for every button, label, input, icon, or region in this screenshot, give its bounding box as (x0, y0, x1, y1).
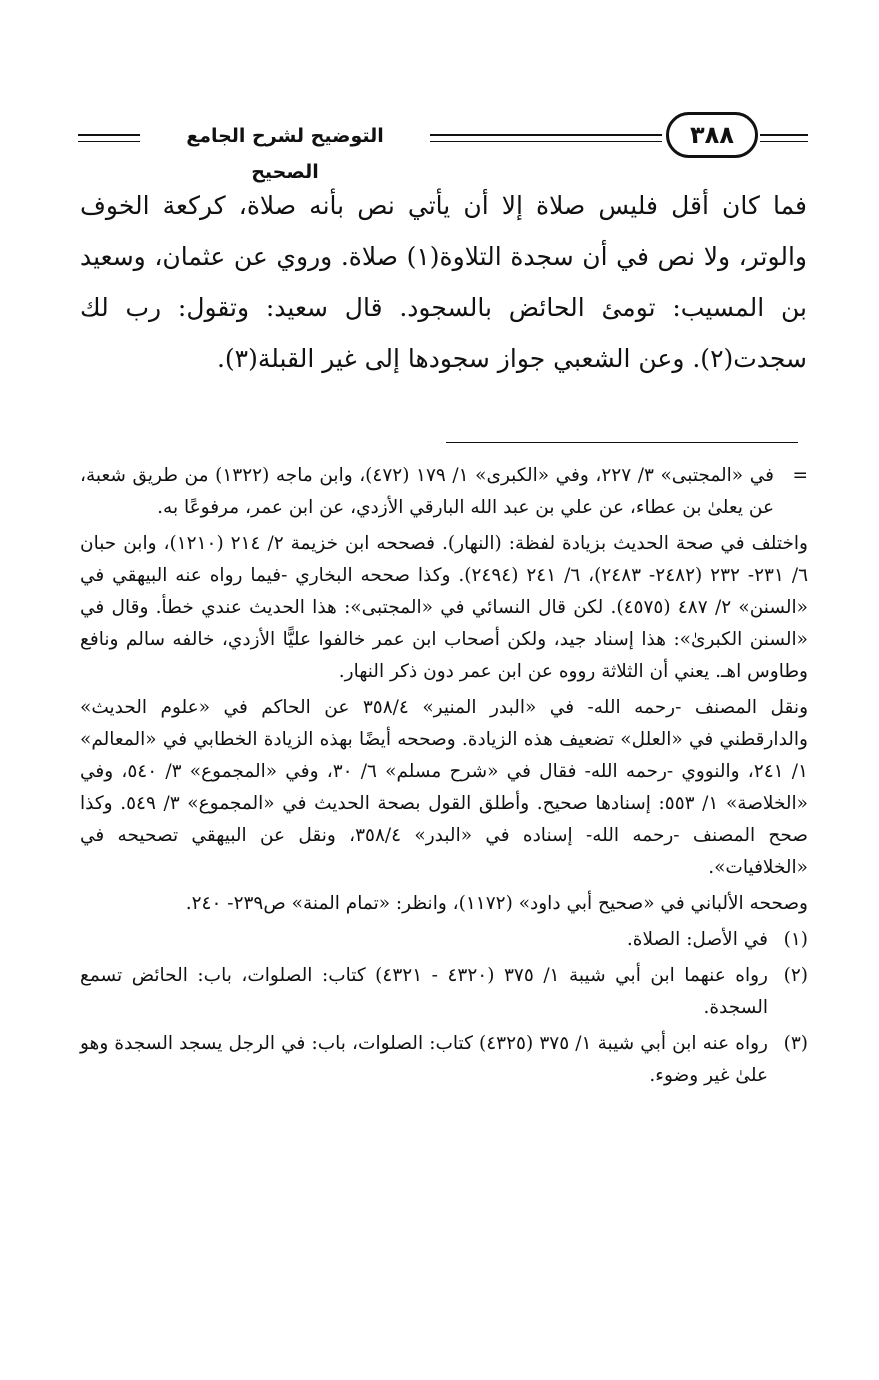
header-rule (760, 134, 808, 136)
footnote-continuation (80, 460, 808, 524)
page-header (78, 112, 808, 183)
footnote-number: (٢) (783, 965, 808, 986)
footnote-paragraph: ونقل المصنف -رحمه الله- في «البدر المنير» ٣٥٨/٤ عن الحاكم في «علوم الحديث» والدارقطني في «العلل» تضعيف هذه الزيادة. وصححه أيضًا بهذه الزيادة الخطابي في «المعالم» ١/ ٢٤١، والنووي -رحمه الله- فقال في «شرح مسلم» ٦/ ٣٠، وفي «المجموع» ٣/ ٥٤٠، وفي «الخلاصة» ١/ ٥٥٣: إسنادها صحيح. وأطلق القول بصحة الحديث في «المجموع» ٣/ ٥٤٩. وكذا صحح المصنف -رحمه الله- إسناده في «البدر» ٣٥٨/٤، ونقل عن البيهقي تصحيحه في «الخلافيات». (80, 697, 808, 878)
footnote-continuation-text: في «المجتبى» ٣/ ٢٢٧، وفي «الكبرى» ١/ ١٧٩ (٤٧٢)، وابن ماجه (١٣٢٢) من طريق شعبة، عن يعلىٰ بن عطاء، عن علي بن عبد الله البارقي الأزدي، عن ابن عمر، مرفوعًا به. (80, 465, 774, 518)
footnote-text: رواه عنه ابن أبي شيبة ١/ ٣٧٥ (٤٣٢٥) كتاب: الصلوات، باب: في الرجل يسجد السجدة وهو علىٰ غير وضوء. (80, 1033, 768, 1086)
header-rule (430, 141, 662, 142)
continuation-marker: = (792, 465, 808, 486)
footnote-text: رواه عنهما ابن أبي شيبة ١/ ٣٧٥ (٤٣٢٠ - ٤٣٢١) كتاب: الصلوات، باب: الحائض تسمع السجدة. (80, 965, 768, 1018)
footnote-number: (١) (783, 929, 808, 950)
page-number: ٣٨٨ (666, 112, 758, 158)
header-rule (430, 134, 662, 136)
header-rule (760, 141, 808, 142)
main-paragraph: فما كان أقل فليس صلاة إلا أن يأتي نص بأنه صلاة، كركعة الخوف والوتر، ولا نص في أن سجدة التلاوة(١) صلاة. وروي عن عثمان، وسعيد بن المسيب: تومئ الحائض بالسجود. قال سعيد: وتقول: رب لك سجدت(٢). وعن الشعبي جواز سجودها إلى غير القبلة(٣). (80, 191, 807, 373)
footnote-text: في الأصل: الصلاة. (626, 929, 768, 950)
header-rule (78, 141, 140, 142)
footnote-paragraph: وصححه الألباني في «صحيح أبي داود» (١١٧٢)، وانظر: «تمام المنة» ص٢٣٩- ٢٤٠. (185, 893, 808, 914)
main-text (80, 180, 807, 384)
footnote-item (80, 924, 808, 956)
footnote-item (80, 1028, 808, 1092)
footnote-paragraph: واختلف في صحة الحديث بزيادة لفظة: (النهار). فصححه ابن خزيمة ٢/ ٢١٤ (١٢١٠)، وابن حبان ٦/ ٢٣١- ٢٣٢ (٢٤٨٢- ٢٤٨٣)، ٦/ ٢٤١ (٢٤٩٤). وكذا صححه البخاري -فيما رواه عنه البيهقي في «السنن» ٢/ ٤٨٧ (٤٥٧٥). لكن قال النسائي في «المجتبى»: هذا الحديث عندي خطأ. وقال في «السنن الكبرىٰ»: هذا إسناد جيد، ولكن أصحاب ابن عمر خالفوا عليًّا الأزدي، خالفه سالم ونافع وطاوس اهـ. يعني أن الثلاثة رووه عن ابن عمر دون ذكر النهار. (80, 533, 808, 682)
footnote-item (80, 960, 808, 1024)
footnote-separator (446, 442, 798, 443)
header-rule (78, 134, 140, 136)
footnotes (80, 460, 808, 1096)
running-title: التوضيح لشرح الجامع الصحيح (186, 125, 384, 183)
footnote-number: (٣) (783, 1033, 808, 1054)
